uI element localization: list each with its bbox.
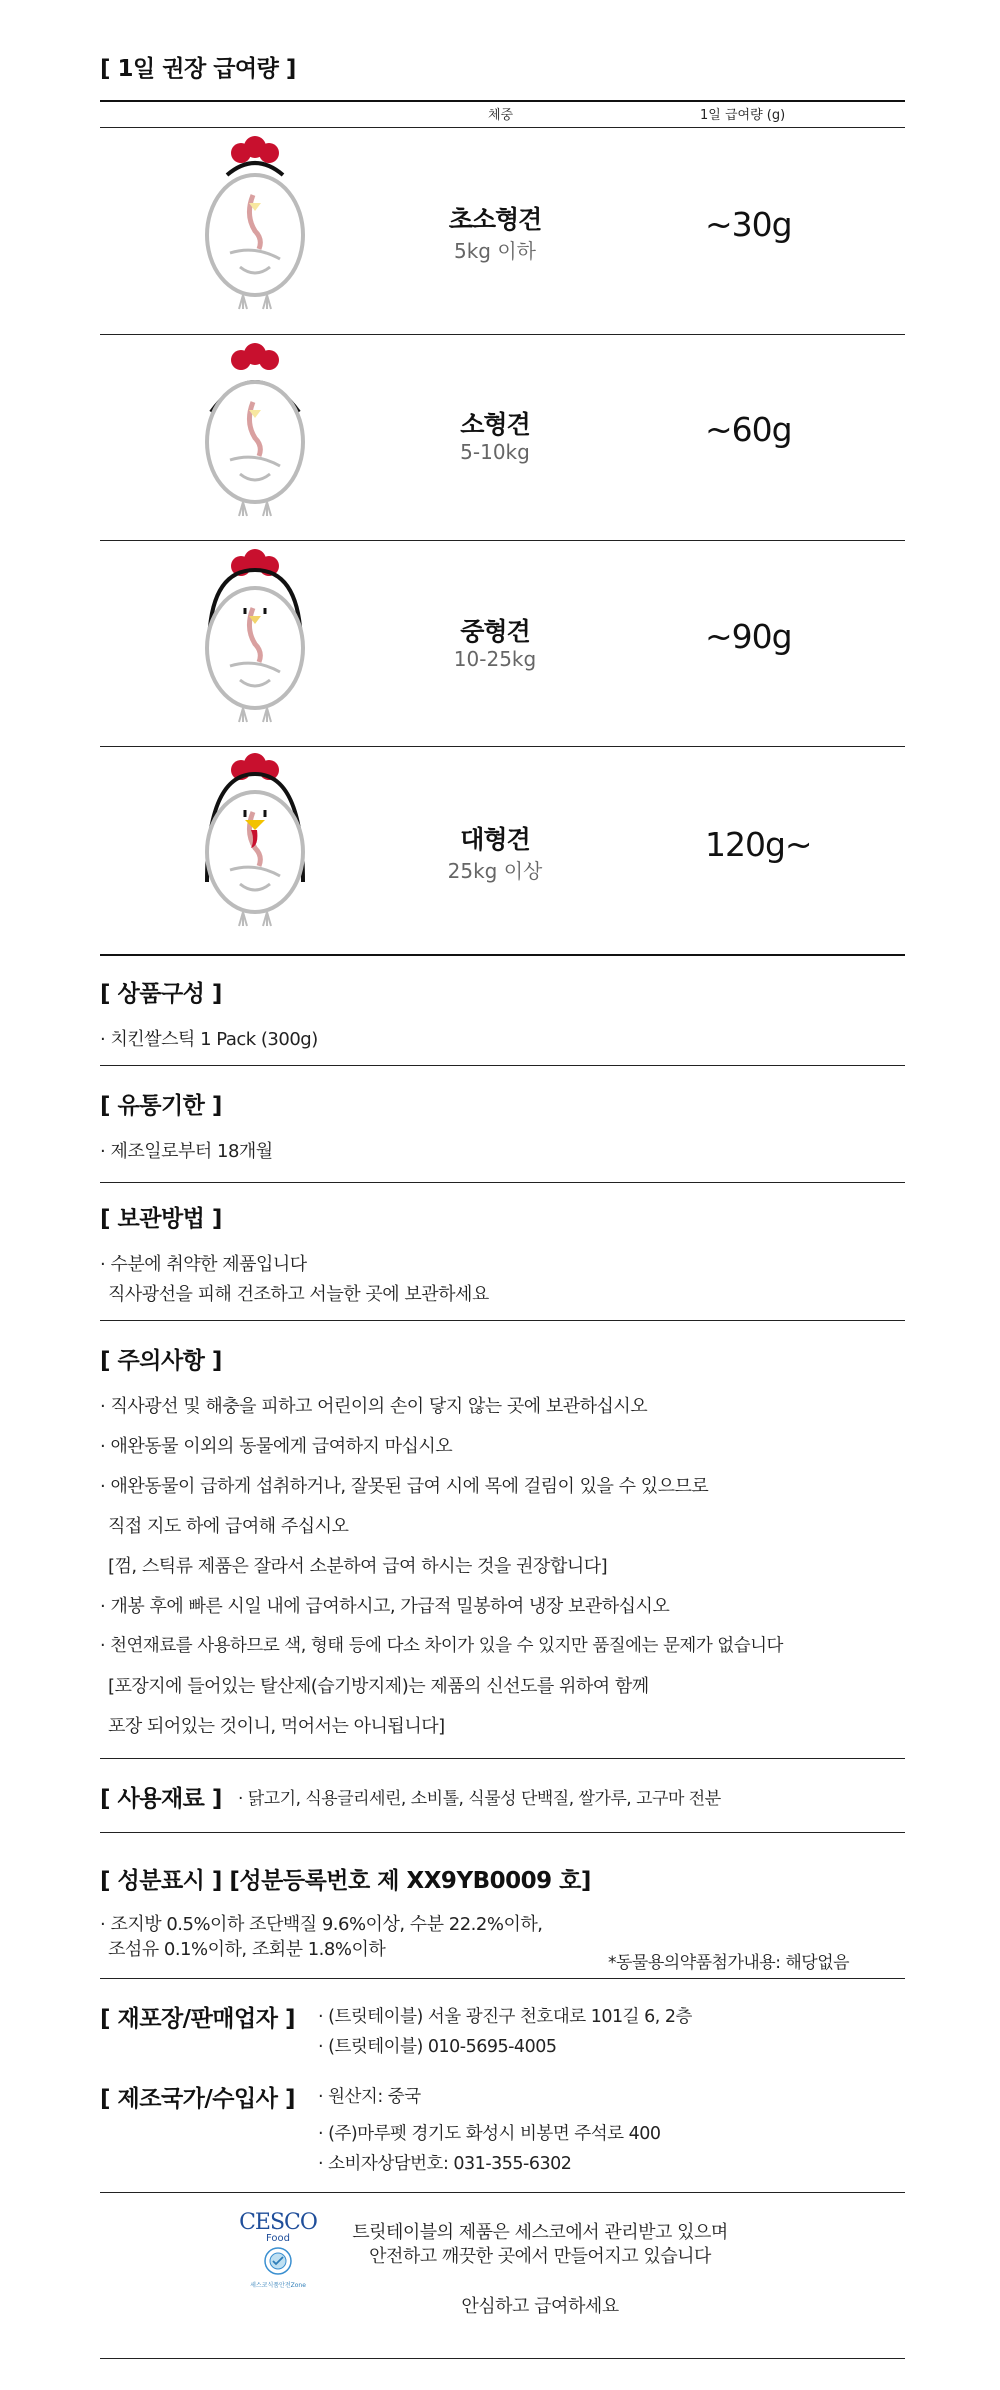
size-range-l: 25kg 이상 (447, 859, 543, 883)
section-divider (100, 1978, 905, 1979)
origin-line-2: · (주)마루펫 경기도 화성시 비봉면 주석로 400 (318, 2124, 661, 2144)
size-range-s: 5-10kg (460, 440, 530, 464)
table-header-rule (100, 127, 905, 128)
size-name-m: 중형견 (460, 617, 530, 646)
caution-line: · 애완동물이 급하게 섭취하거나, 잘못된 급여 시에 목에 걸림이 있을 수 있으므로 (100, 1476, 709, 1497)
section-divider (100, 1320, 905, 1321)
table-bottom-rule (100, 954, 905, 956)
footer-line-1: 트릿테이블의 제품은 세스코에서 관리받고 있으며 (352, 2222, 728, 2243)
cesco-logo (238, 2210, 318, 2289)
storage-title: [ 보관방법 ] (100, 1206, 222, 1232)
caution-line: 직접 지도 하에 급여해 주십시오 (108, 1516, 349, 1537)
cesco-badge-text: 세스코식품안전Zone (250, 2282, 306, 2289)
amount-xs: ~30g (705, 205, 792, 244)
cesco-badge-icon (263, 2246, 293, 2276)
size-name-xs: 초소형견 (448, 205, 542, 234)
size-range-xs: 5kg 이하 (454, 239, 536, 263)
amount-m: ~90g (705, 617, 792, 656)
row-divider (100, 746, 905, 747)
ingredients-text: · 닭고기, 식용글리세린, 소비톨, 식물성 단백질, 쌀가루, 고구마 전분 (238, 1789, 721, 1809)
caution-line: · 개봉 후에 빠른 시일 내에 급여하시고, 가급적 밀봉하여 냉장 보관하십시오 (100, 1596, 670, 1617)
section-divider (100, 1832, 905, 1833)
section-divider (100, 1065, 905, 1066)
size-name-l: 대형견 (460, 825, 530, 854)
expiry-title: [ 유통기한 ] (100, 1093, 222, 1119)
feeding-title: [ 1일 권장 급여량 ] (100, 56, 296, 82)
footer-line-2: 안전하고 깨끗한 곳에서 만들어지고 있습니다 (369, 2246, 711, 2267)
caution-line: · 천연재료를 사용하므로 색, 형태 등에 다소 차이가 있을 수 있지만 품질에는 문제가 없습니다 (100, 1636, 783, 1656)
caution-line: 포장 되어있는 것이니, 먹어서는 아니됩니다] (108, 1716, 445, 1737)
footer-bottom-rule (100, 2358, 905, 2359)
seller-line-2: · (트릿테이블) 010-5695-4005 (318, 2037, 557, 2057)
storage-line-2: 직사광선을 피해 건조하고 서늘한 곳에 보관하세요 (108, 1284, 489, 1305)
col-weight-header: 체중 (488, 108, 514, 123)
ingredients-title: [ 사용재료 ] (100, 1786, 222, 1812)
row-divider (100, 540, 905, 541)
cesco-logo-sub: Food (266, 2233, 290, 2244)
storage-line-1: · 수분에 취약한 제품입니다 (100, 1254, 307, 1275)
size-range-m: 10-25kg (453, 647, 537, 671)
amount-s: ~60g (705, 410, 792, 449)
expiry-text: · 제조일로부터 18개월 (100, 1141, 273, 1162)
caution-line: · 애완동물 이외의 동물에게 급여하지 마십시오 (100, 1436, 453, 1457)
origin-line-1: · 원산지: 중국 (318, 2087, 421, 2107)
caution-title: [ 주의사항 ] (100, 1348, 222, 1374)
section-divider (100, 2192, 905, 2193)
amount-l: 120g~ (705, 825, 812, 864)
section-divider (100, 1758, 905, 1759)
caution-line: [포장지에 들어있는 탈산제(습기방지제)는 제품의 신선도를 위하여 함께 (108, 1676, 649, 1697)
caution-line: [껌, 스틱류 제품은 잘라서 소분하여 급여 하시는 것을 권장합니다] (108, 1556, 608, 1577)
section-divider (100, 1182, 905, 1183)
composition-title: [ 상품구성 ] (100, 981, 222, 1007)
chicken-illustration-m (185, 548, 325, 738)
cesco-logo-text: CESCO (239, 2210, 317, 2235)
composition-text: · 치킨쌀스틱 1 Pack (300g) (100, 1029, 318, 1050)
seller-title: [ 재포장/판매업자 ] (100, 2006, 295, 2032)
footer-line-3: 안심하고 급여하세요 (461, 2296, 619, 2317)
chicken-illustration-s (185, 342, 325, 532)
origin-line-3: · 소비자상담번호: 031-355-6302 (318, 2154, 572, 2174)
row-divider (100, 334, 905, 335)
chicken-illustration-xs (185, 135, 325, 325)
size-name-s: 소형견 (460, 410, 530, 439)
seller-line-1: · (트릿테이블) 서울 광진구 천호대로 101길 6, 2층 (318, 2007, 692, 2027)
analysis-note: *동물용의약품첨가내용: 해당없음 (608, 1953, 850, 1973)
analysis-title: [ 성분표시 ] [성분등록번호 제 XX9YB0009 호] (100, 1868, 591, 1894)
analysis-line-1: · 조지방 0.5%이하 조단백질 9.6%이상, 수분 22.2%이하, (100, 1914, 543, 1935)
col-amount-header: 1일 급여량 (g) (700, 108, 786, 123)
caution-line: · 직사광선 및 해충을 피하고 어린이의 손이 닿지 않는 곳에 보관하십시오 (100, 1396, 648, 1417)
analysis-line-2: 조섬유 0.1%이하, 조회분 1.8%이하 (108, 1939, 386, 1960)
table-top-rule (100, 100, 905, 102)
origin-title: [ 제조국가/수입사 ] (100, 2086, 295, 2112)
chicken-illustration-l (185, 752, 325, 952)
